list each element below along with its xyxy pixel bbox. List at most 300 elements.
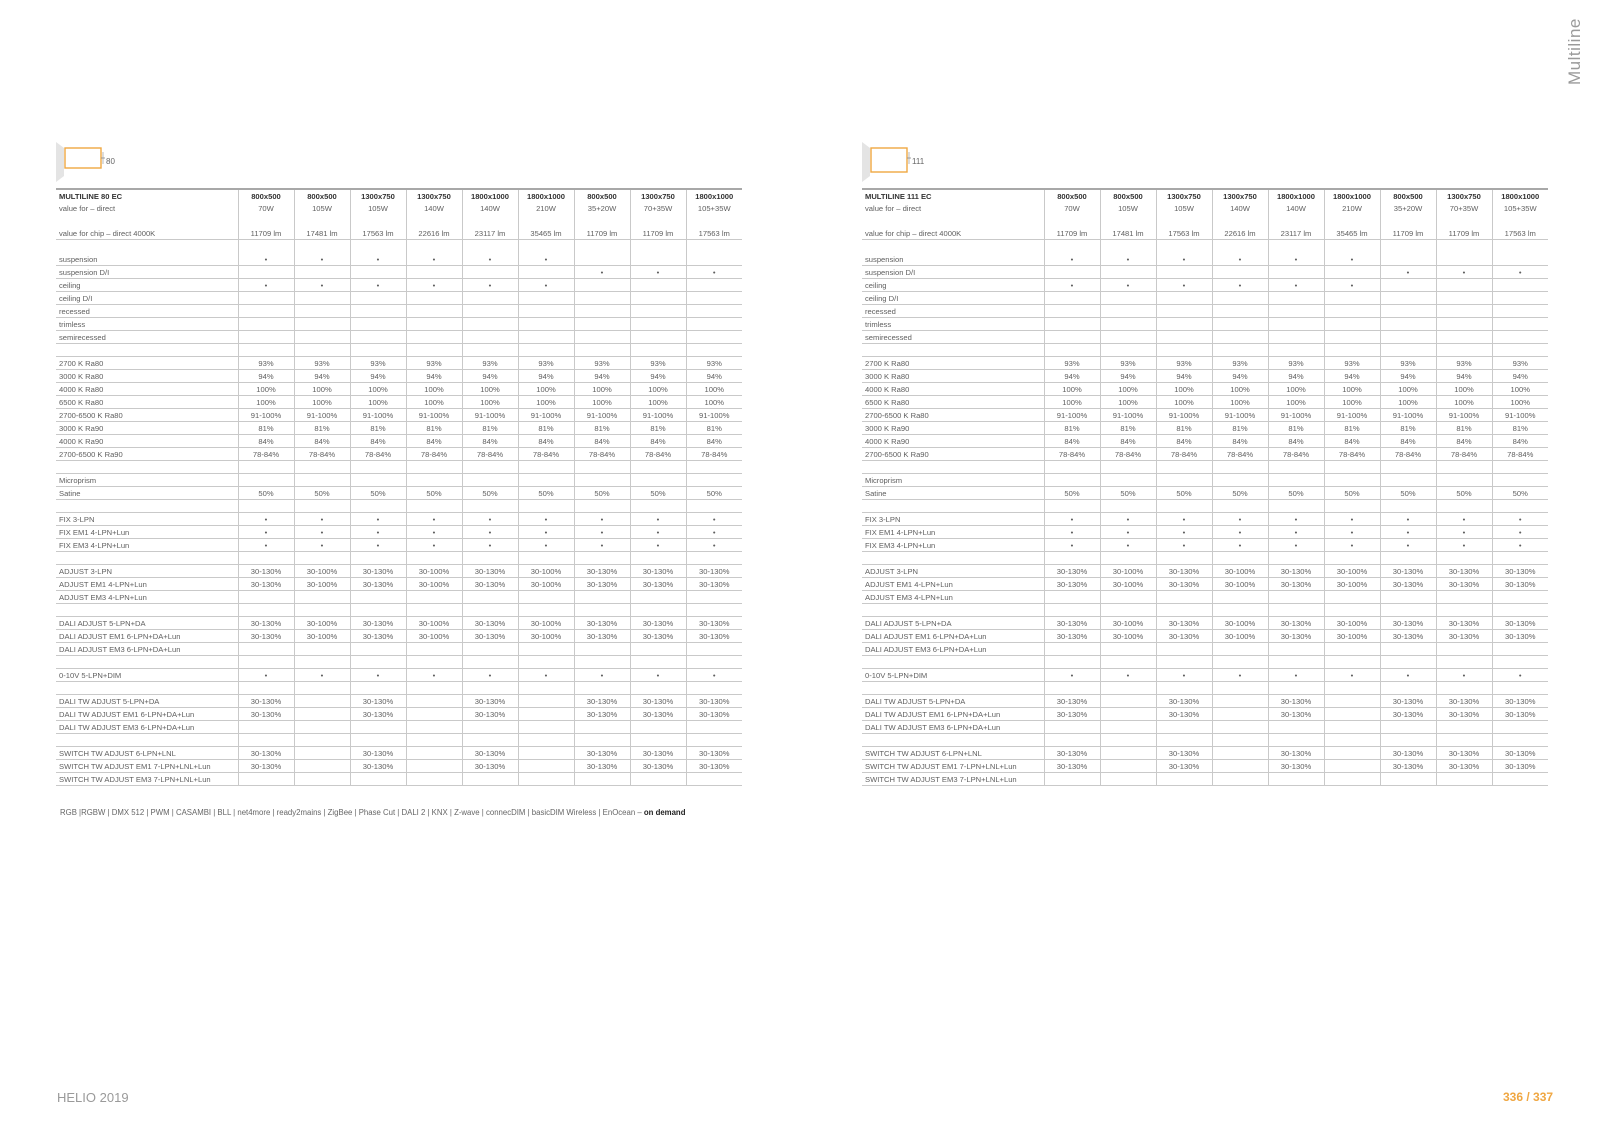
table-cell: 100%: [1100, 383, 1156, 396]
table-cell: [1044, 500, 1100, 513]
row-label: 3000 K Ra90: [56, 422, 238, 435]
table-cell: [518, 591, 574, 604]
table-cell: [1100, 695, 1156, 708]
table-cell: 30-130%: [238, 760, 294, 773]
table-cell: •: [630, 669, 686, 682]
table-cell: [1492, 344, 1548, 357]
table-cell: [630, 773, 686, 786]
table-cell: [1156, 474, 1212, 487]
table-cell: [574, 240, 630, 254]
table-cell: [1100, 552, 1156, 565]
row-label: [56, 604, 238, 617]
table-cell: 100%: [1436, 383, 1492, 396]
table-cell: [1380, 318, 1436, 331]
table-cell: [1380, 656, 1436, 669]
footer-catalog-title: HELIO 2019: [57, 1090, 129, 1105]
table-cell: [350, 604, 406, 617]
table-row: [862, 734, 1548, 747]
table-cell: [1044, 266, 1100, 279]
table-row: [56, 253, 742, 266]
table-cell: 84%: [1436, 435, 1492, 448]
row-label: suspension: [56, 253, 238, 266]
table-cell: •: [1156, 253, 1212, 266]
row-label: value for – direct: [59, 203, 116, 213]
table-row: [56, 747, 742, 760]
table-row: [862, 617, 1548, 630]
table-cell: [630, 604, 686, 617]
table-cell: 35465 lm: [518, 227, 574, 240]
table-cell: [462, 500, 518, 513]
row-label: DALI TW ADJUST EM1 6-LPN+DA+Lun: [862, 708, 1044, 721]
table-cell: [1156, 643, 1212, 656]
table-row: [862, 461, 1548, 474]
table-cell: [1380, 604, 1436, 617]
table-cell: 11709 lm: [1044, 227, 1100, 240]
row-label: suspension D/I: [862, 266, 1044, 279]
table-cell: •: [350, 526, 406, 539]
column-header: 1800x1000: [1268, 189, 1324, 202]
table-cell: 94%: [1100, 370, 1156, 383]
table-row: [56, 734, 742, 747]
table-cell: 30-130%: [1044, 708, 1100, 721]
table-cell: [1436, 656, 1492, 669]
table-cell: [1436, 240, 1492, 254]
table-cell: 50%: [406, 487, 462, 500]
table-cell: 30-130%: [1044, 760, 1100, 773]
table-cell: [1436, 461, 1492, 474]
table-cell: 91-100%: [406, 409, 462, 422]
row-label: ADJUST 3-LPN: [56, 565, 238, 578]
row-label: DALI ADJUST EM1 6-LPN+DA+Lun: [862, 630, 1044, 643]
table-cell: [1436, 318, 1492, 331]
row-label: ceiling: [862, 279, 1044, 292]
row-label: DALI TW ADJUST EM1 6-LPN+DA+Lun: [56, 708, 238, 721]
table-cell: [1436, 292, 1492, 305]
table-cell: 93%: [294, 357, 350, 370]
table-cell: [1324, 266, 1380, 279]
table-cell: 93%: [574, 357, 630, 370]
table-cell: 105W: [294, 202, 350, 214]
table-row: [862, 331, 1548, 344]
table-cell: 84%: [1156, 435, 1212, 448]
table-cell: •: [686, 669, 742, 682]
table-cell: •: [1044, 279, 1100, 292]
table-cell: 94%: [1436, 370, 1492, 383]
table-cell: [1436, 344, 1492, 357]
table-cell: [238, 461, 294, 474]
table-cell: [350, 344, 406, 357]
table-cell: 30-130%: [1268, 630, 1324, 643]
table-cell: 100%: [1436, 396, 1492, 409]
table-cell: [630, 500, 686, 513]
table-cell: [686, 682, 742, 695]
table-cell: 30-130%: [1268, 747, 1324, 760]
table-row: [862, 305, 1548, 318]
table-cell: [1436, 773, 1492, 786]
table-cell: [238, 773, 294, 786]
table-cell: 30-130%: [574, 708, 630, 721]
row-label: DALI TW ADJUST EM3 6-LPN+DA+Lun: [56, 721, 238, 734]
table-cell: [1044, 656, 1100, 669]
table-cell: 100%: [1324, 396, 1380, 409]
row-label: [56, 214, 238, 227]
table-cell: 30-130%: [1436, 630, 1492, 643]
row-label: 0-10V 5-LPN+DIM: [56, 669, 238, 682]
row-label: FIX EM1 4-LPN+Lun: [862, 526, 1044, 539]
table-cell: 81%: [630, 422, 686, 435]
table-cell: 30-100%: [406, 578, 462, 591]
table-cell: [406, 760, 462, 773]
table-cell: 81%: [1380, 422, 1436, 435]
table-cell: 30-130%: [1268, 695, 1324, 708]
table-cell: [630, 253, 686, 266]
table-cell: 84%: [574, 435, 630, 448]
table-cell: [1156, 721, 1212, 734]
row-label: [56, 682, 238, 695]
table-cell: [574, 591, 630, 604]
row-label: [862, 461, 1044, 474]
table-cell: [1212, 695, 1268, 708]
table-cell: [238, 214, 294, 227]
table-cell: 81%: [1492, 422, 1548, 435]
table-row: [862, 214, 1548, 227]
table-cell: 100%: [1156, 396, 1212, 409]
table-row: [862, 422, 1548, 435]
table-cell: 30-130%: [1436, 708, 1492, 721]
table-cell: •: [1156, 279, 1212, 292]
table-cell: [294, 760, 350, 773]
table-cell: 30-130%: [1436, 565, 1492, 578]
table-row: [862, 747, 1548, 760]
table-cell: 30-130%: [1380, 578, 1436, 591]
table-cell: [1492, 292, 1548, 305]
table-cell: [350, 643, 406, 656]
row-label: 2700 K Ra80: [862, 357, 1044, 370]
table-cell: [294, 695, 350, 708]
table-cell: [1492, 721, 1548, 734]
table-cell: •: [406, 279, 462, 292]
table-cell: [1268, 305, 1324, 318]
table-cell: •: [238, 253, 294, 266]
table-cell: [574, 721, 630, 734]
row-label: [56, 552, 238, 565]
table-cell: [1100, 331, 1156, 344]
table-cell: 30-100%: [1324, 617, 1380, 630]
table-cell: 30-130%: [238, 617, 294, 630]
table-cell: [462, 344, 518, 357]
table-cell: [238, 734, 294, 747]
table-cell: [574, 604, 630, 617]
table-cell: •: [1492, 513, 1548, 526]
table-cell: 100%: [238, 396, 294, 409]
table-cell: [238, 643, 294, 656]
table-cell: [294, 500, 350, 513]
table-cell: 100%: [1044, 396, 1100, 409]
table-cell: 22616 lm: [1212, 227, 1268, 240]
table-row: [862, 760, 1548, 773]
table-cell: 30-130%: [630, 578, 686, 591]
table-cell: •: [518, 513, 574, 526]
table-cell: [462, 474, 518, 487]
table-cell: •: [1492, 526, 1548, 539]
table-row: [56, 305, 742, 318]
table-cell: [406, 591, 462, 604]
table-cell: 30-130%: [1044, 695, 1100, 708]
table-cell: [238, 474, 294, 487]
table-cell: 30-130%: [1380, 708, 1436, 721]
table-cell: [1100, 643, 1156, 656]
table-cell: 30-130%: [350, 617, 406, 630]
table-cell: 30-130%: [630, 708, 686, 721]
table-cell: 93%: [1268, 357, 1324, 370]
table-cell: [518, 747, 574, 760]
table-cell: [1100, 500, 1156, 513]
table-cell: 78-84%: [686, 448, 742, 461]
table-cell: 91-100%: [1212, 409, 1268, 422]
table-cell: [1100, 773, 1156, 786]
table-title: MULTILINE 80 EC: [56, 189, 238, 202]
table-cell: [294, 292, 350, 305]
table-cell: 50%: [1044, 487, 1100, 500]
table-cell: [686, 591, 742, 604]
row-label: ADJUST EM3 4-LPN+Lun: [56, 591, 238, 604]
row-label: ADJUST 3-LPN: [862, 565, 1044, 578]
table-cell: [1380, 682, 1436, 695]
table-cell: [686, 318, 742, 331]
table-cell: 30-130%: [1492, 695, 1548, 708]
table-cell: 78-84%: [1324, 448, 1380, 461]
table-cell: 70W: [238, 202, 294, 214]
table-row: [862, 539, 1548, 552]
table-cell: 30-130%: [686, 630, 742, 643]
table-cell: •: [1268, 526, 1324, 539]
table-cell: 30-130%: [350, 747, 406, 760]
table-cell: [350, 292, 406, 305]
table-cell: •: [1100, 669, 1156, 682]
table-cell: 30-100%: [1212, 578, 1268, 591]
table-cell: 94%: [518, 370, 574, 383]
table-cell: 30-130%: [1156, 695, 1212, 708]
table-cell: 30-130%: [574, 695, 630, 708]
table-cell: 50%: [1156, 487, 1212, 500]
table-cell: •: [1044, 539, 1100, 552]
table-cell: [1324, 461, 1380, 474]
table-cell: 30-130%: [462, 617, 518, 630]
table-cell: •: [1492, 669, 1548, 682]
table-cell: 105W: [350, 202, 406, 214]
table-cell: •: [350, 253, 406, 266]
table-cell: [630, 344, 686, 357]
table-cell: 78-84%: [1044, 448, 1100, 461]
table-cell: 140W: [462, 202, 518, 214]
row-label: ceiling D/I: [56, 292, 238, 305]
table-cell: 84%: [518, 435, 574, 448]
table-cell: 93%: [686, 357, 742, 370]
table-cell: 78-84%: [1156, 448, 1212, 461]
table-cell: 81%: [1268, 422, 1324, 435]
table-cell: [1156, 734, 1212, 747]
table-cell: •: [630, 266, 686, 279]
table-cell: [1100, 461, 1156, 474]
table-header-row: [862, 189, 1548, 202]
table-cell: 210W: [518, 202, 574, 214]
row-label: FIX EM3 4-LPN+Lun: [56, 539, 238, 552]
table-cell: [1380, 305, 1436, 318]
row-label: FIX 3-LPN: [56, 513, 238, 526]
row-label: ceiling D/I: [862, 292, 1044, 305]
row-label: SWITCH TW ADJUST 6-LPN+LNL: [56, 747, 238, 760]
table-cell: [1436, 305, 1492, 318]
table-cell: 30-130%: [462, 630, 518, 643]
table-cell: 84%: [350, 435, 406, 448]
table-cell: 91-100%: [1156, 409, 1212, 422]
table-cell: 93%: [1212, 357, 1268, 370]
row-label: DALI TW ADJUST EM3 6-LPN+DA+Lun: [862, 721, 1044, 734]
table-cell: [518, 760, 574, 773]
table-cell: [238, 682, 294, 695]
table-cell: 100%: [406, 383, 462, 396]
table-cell: [1492, 253, 1548, 266]
table-cell: [462, 331, 518, 344]
row-label: FIX 3-LPN: [862, 513, 1044, 526]
table-cell: [630, 292, 686, 305]
table-cell: [518, 214, 574, 227]
table-cell: 30-130%: [350, 695, 406, 708]
table-cell: 93%: [350, 357, 406, 370]
row-label: suspension: [862, 253, 1044, 266]
table-cell: 100%: [350, 396, 406, 409]
table-cell: [574, 253, 630, 266]
row-label: ADJUST EM1 4-LPN+Lun: [862, 578, 1044, 591]
table-cell: •: [238, 279, 294, 292]
table-cell: [1492, 214, 1548, 227]
table-cell: [1324, 214, 1380, 227]
table-cell: •: [574, 266, 630, 279]
table-cell: [1100, 292, 1156, 305]
table-cell: [1044, 591, 1100, 604]
table-row: [862, 591, 1548, 604]
table-row: [56, 526, 742, 539]
table-cell: 78-84%: [350, 448, 406, 461]
table-row: [56, 773, 742, 786]
table-cell: 30-100%: [406, 565, 462, 578]
table-cell: [1212, 747, 1268, 760]
table-cell: [1268, 721, 1324, 734]
table-cell: [1380, 344, 1436, 357]
row-label: SWITCH TW ADJUST EM1 7-LPN+LNL+Lun: [862, 760, 1044, 773]
table-cell: [1380, 500, 1436, 513]
table-cell: [1212, 318, 1268, 331]
table-cell: [1436, 643, 1492, 656]
table-cell: 30-130%: [1492, 630, 1548, 643]
table-cell: [1436, 591, 1492, 604]
table-cell: [1212, 643, 1268, 656]
table-cell: [1212, 604, 1268, 617]
table-cell: 140W: [1212, 202, 1268, 214]
table-cell: 35+20W: [1380, 202, 1436, 214]
row-label: SWITCH TW ADJUST EM1 7-LPN+LNL+Lun: [56, 760, 238, 773]
table-cell: •: [1436, 266, 1492, 279]
table-cell: •: [1044, 669, 1100, 682]
table-row: [862, 695, 1548, 708]
table-cell: •: [1324, 279, 1380, 292]
spec-table: [862, 188, 1548, 786]
table-cell: 91-100%: [1100, 409, 1156, 422]
table-cell: [1492, 682, 1548, 695]
table-cell: [294, 708, 350, 721]
table-cell: [1492, 279, 1548, 292]
table-cell: [1156, 656, 1212, 669]
table-cell: [350, 591, 406, 604]
table-cell: [1324, 708, 1380, 721]
table-cell: 30-130%: [1380, 565, 1436, 578]
table-cell: [1492, 240, 1548, 254]
table-cell: •: [1268, 513, 1324, 526]
row-label: [862, 604, 1044, 617]
table-cell: 30-130%: [462, 565, 518, 578]
column-header: 800x500: [294, 189, 350, 202]
table-cell: [350, 318, 406, 331]
table-cell: [1324, 773, 1380, 786]
table-cell: 93%: [462, 357, 518, 370]
table-cell: •: [462, 669, 518, 682]
table-cell: [686, 344, 742, 357]
table-cell: 94%: [574, 370, 630, 383]
table-cell: [574, 773, 630, 786]
table-cell: 105W: [1100, 202, 1156, 214]
row-label: [862, 500, 1044, 513]
column-header: 800x500: [1380, 189, 1436, 202]
table-cell: [238, 292, 294, 305]
table-cell: 94%: [1156, 370, 1212, 383]
table-cell: 30-100%: [518, 565, 574, 578]
table-cell: 30-100%: [406, 617, 462, 630]
table-cell: [406, 344, 462, 357]
table-row: [56, 370, 742, 383]
table-row: [862, 513, 1548, 526]
table-cell: [1380, 279, 1436, 292]
table-cell: [686, 292, 742, 305]
table-cell: [1100, 240, 1156, 254]
table-cell: 30-130%: [1268, 565, 1324, 578]
table-cell: 93%: [406, 357, 462, 370]
table-row: [56, 565, 742, 578]
table-cell: [1212, 591, 1268, 604]
table-cell: 30-130%: [238, 695, 294, 708]
row-label: [862, 240, 1044, 254]
table-cell: 30-130%: [1156, 708, 1212, 721]
table-cell: 30-130%: [630, 760, 686, 773]
table-cell: [1044, 214, 1100, 227]
table-cell: [518, 682, 574, 695]
row-label: DALI ADJUST EM3 6-LPN+DA+Lun: [862, 643, 1044, 656]
column-header: 1800x1000: [1324, 189, 1380, 202]
table-cell: [1380, 773, 1436, 786]
table-cell: 91-100%: [294, 409, 350, 422]
table-cell: 84%: [238, 435, 294, 448]
table-cell: 30-100%: [1324, 565, 1380, 578]
table-cell: 81%: [1212, 422, 1268, 435]
table-cell: [462, 214, 518, 227]
table-cell: 35465 lm: [1324, 227, 1380, 240]
table-row: [862, 708, 1548, 721]
profile-section-icon: [862, 142, 914, 182]
table-cell: [686, 331, 742, 344]
row-label: trimless: [56, 318, 238, 331]
table-cell: 93%: [1324, 357, 1380, 370]
table-cell: [574, 292, 630, 305]
table-cell: [1044, 305, 1100, 318]
